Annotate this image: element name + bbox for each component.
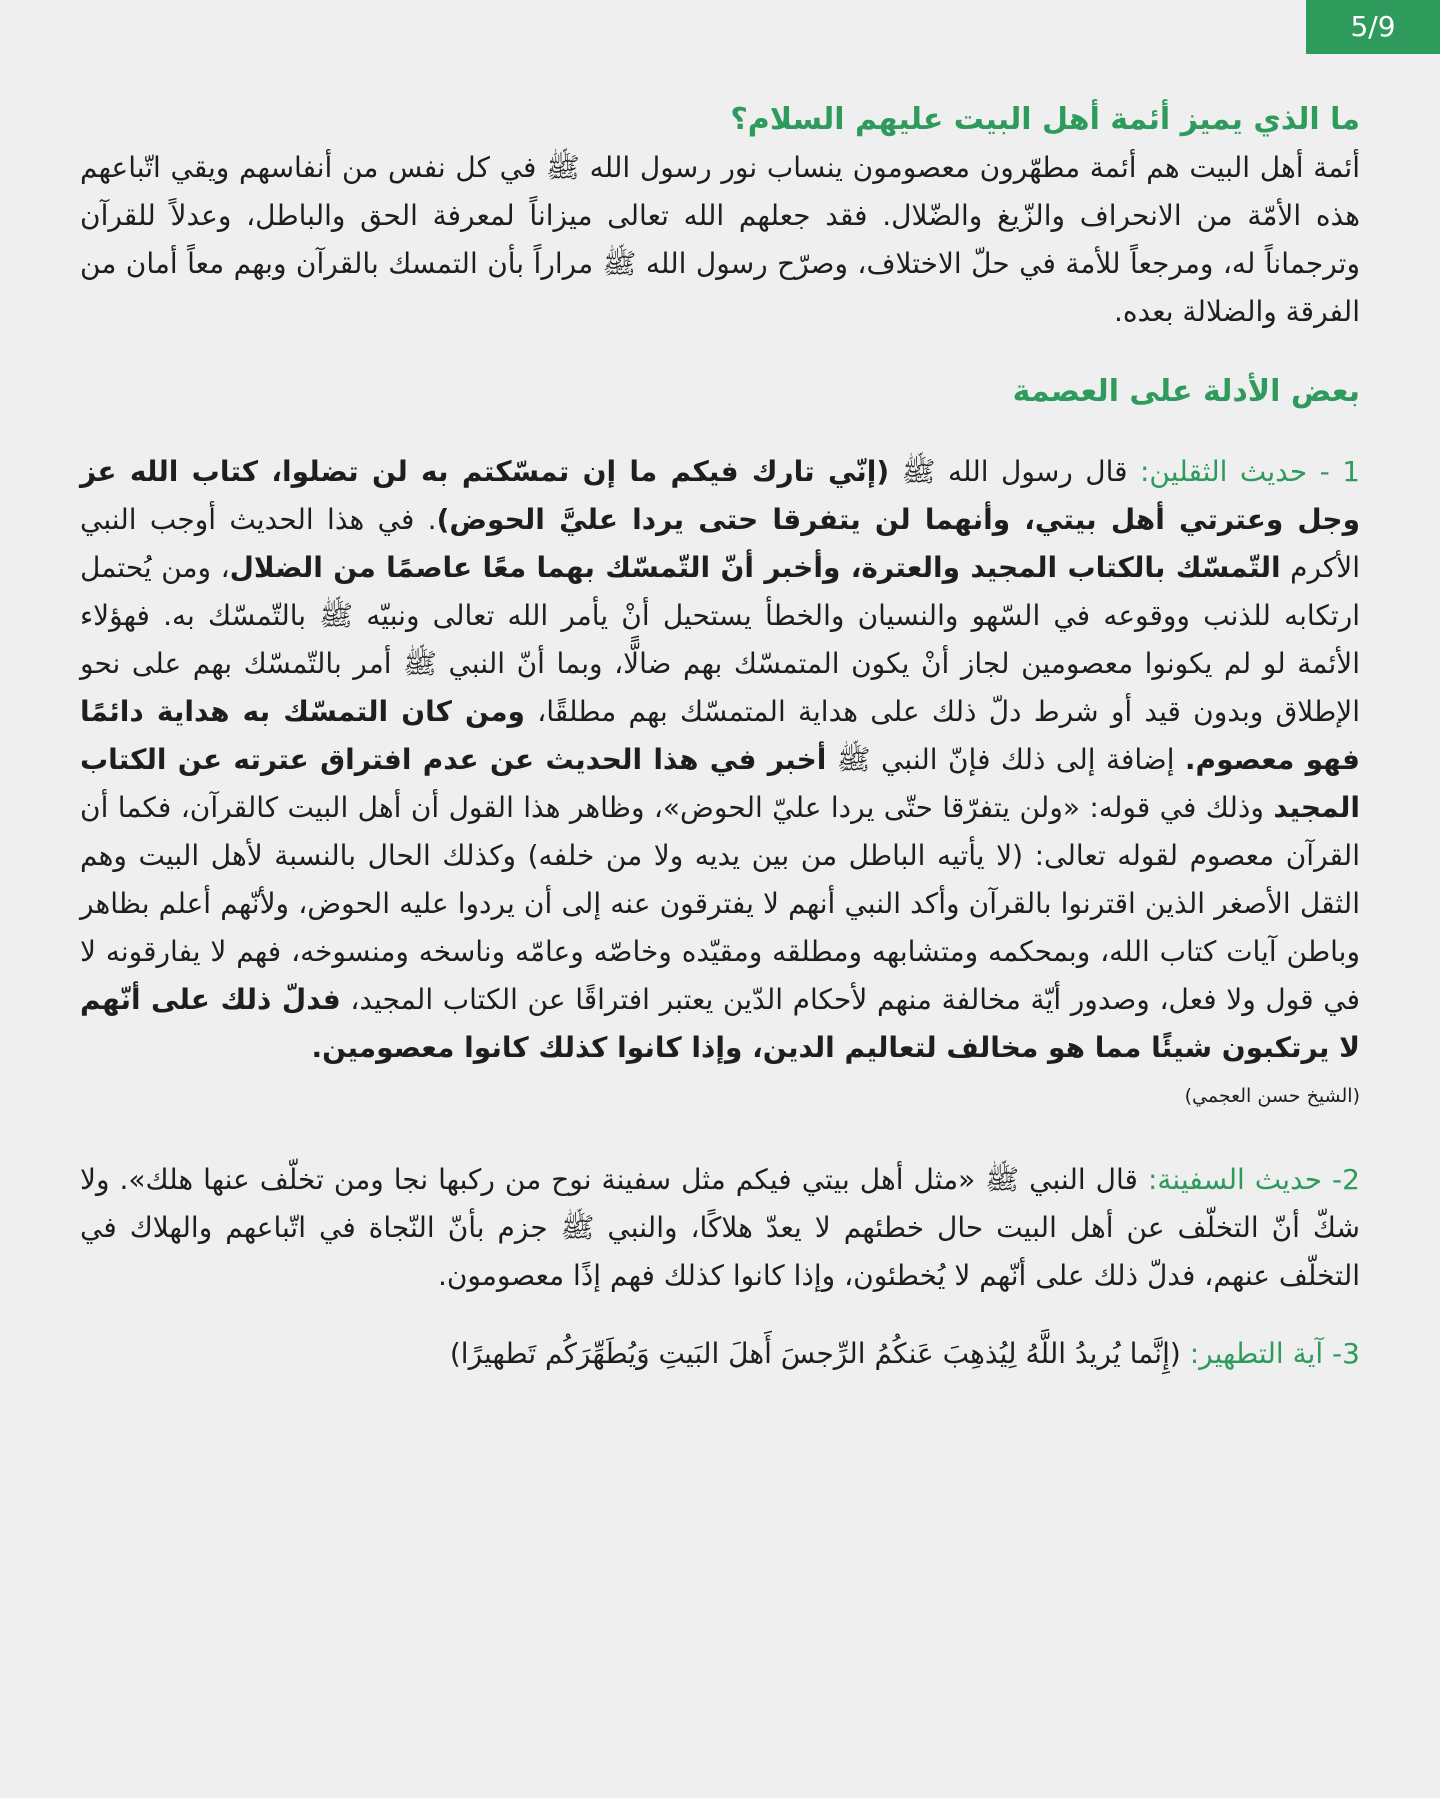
proof-thaqalayn-text-1: قال رسول الله ﷺ [889,455,1140,488]
proof-tathir-label: 3- آية التطهير: [1189,1337,1360,1370]
section-heading-evidence: بعض الأدلة على العصمة [1012,374,1360,409]
proof-safina [80,1156,1360,1300]
article [80,96,1360,1378]
proof-safina-text: قال النبي ﷺ «مثل أهل بيتي فيكم مثل سفينة نوح من ركبها نجا ومن تخلّف عنها هلك». ولا شكّ أنّ التخلّف عن أهل البيت حال خطئهم لا يعدّ هلاكًا، والنبي ﷺ جزم بأنّ النّجاة في اتّباعهم والهلاك في التخلّف عنهم، فدلّ ذلك على أنّهم لا يُخطئون، وإذا كانوا كذلك فهم إذًا معصومون. [80,1163,1360,1292]
proof-tathir-verse: (إِنَّما يُريدُ اللَّهُ لِيُذهِبَ عَنكُمُ الرِّجسَ أَهلَ البَيتِ وَيُطَهِّرَكُم تَطهيرًا) [449,1337,1190,1370]
proof-thaqalayn-bold-4: أخبر في هذا الحديث عن عدم افتراق عترته عن الكتاب المجيد [80,743,1360,824]
proof-thaqalayn-text-2: . في هذا الحديث أوجب النبي الأكرم [80,503,1361,584]
proof-thaqalayn [80,448,1360,1072]
proof-thaqalayn-text-4: إضافة إلى ذلك فإنّ النبي ﷺ [826,743,1185,776]
proof-thaqalayn-bold-2: التّمسّك بالكتاب المجيد والعترة، وأخبر أنّ التّمسّك بهما معًا عاصمًا من الضلال [229,551,1281,584]
proof-thaqalayn-bold-3: ومن كان التمسّك به هداية دائمًا فهو معصوم. [80,695,1360,776]
citation: (الشيخ حسن العجمي) [1184,1085,1360,1107]
proof-thaqalayn-label: 1 - حديث الثقلين: [1140,455,1361,488]
section-body-imams: أئمة أهل البيت هم أئمة مطهّرون معصومون ينساب نور رسول الله ﷺ في كل نفس من أنفاسهم ويقي اتّباعهم هذه الأمّة من الانحراف والزّيغ والضّلال. فقد جعلهم الله تعالى ميزاناً لمعرفة الحق والباطل، وعدلاً للقرآن وترجماناً له، ومرجعاً للأمة في حلّ الاختلاف، وصرّح رسول الله ﷺ مراراً بأن التمسك بالقرآن وبهم معاً أمان من الفرقة والضلالة بعده. [80,151,1360,328]
page-indicator: 5/9 [1306,0,1440,54]
proof-thaqalayn-hadith: (إنّي تارك فيكم ما إن تمسّكتم به لن تضلوا، كتاب الله عز وجل وعترتي أهل بيتي، وأنهما لن يتفرقا حتى يردا عليَّ الحوض) [80,455,1360,536]
proof-thaqalayn-text-5: وذلك في قوله: «ولن يتفرّقا حتّى يردا عليّ الحوض»، وظاهر هذا القول أن أهل البيت كالقرآن، فكما أن القرآن معصوم لقوله تعالى: (لا يأتيه الباطل من بين يديه ولا من خلفه) وكذلك الحال بالنسبة لأهل البيت وهم الثقل الأصغر الذين اقترنوا بالقرآن وأكد النبي أنهم لا يفترقون عنه إلى أن يردوا عليه الحوض، ولأنّهم أعلم بظاهر وباطن آيات كتاب الله، وبمحكمه ومتشابهه ومطلقه ومقيّده وخاصّه وعامّه وناسخه ومنسوخه، فهم لا يفارقونه لا في قول ولا فعل، وصدور أيّة مخالفة منهم لأحكام الدّين يعتبر افتراقًا عن الكتاب المجيد، [80,791,1360,1016]
section-heading-imams: ما الذي يميز أئمة أهل البيت عليهم السلام؟ [730,102,1360,137]
proof-thaqalayn-text-3: ، ومن يُحتمل ارتكابه للذنب ووقوعه في السّهو والنسيان والخطأ يستحيل أنْ يأمر الله تعالى ونبيّه ﷺ بالتّمسّك به. فهؤلاء الأئمة لو لم يكونوا معصومين لجاز أنْ يكون المتمسّك بهم ضالًّا، وبما أنّ النبي ﷺ أمر بالتّمسّك بهم على نحو الإطلاق وبدون قيد أو شرط دلّ ذلك على هداية المتمسّك بهم مطلقًا، [80,551,1360,728]
proof-thaqalayn-bold-5: فدلّ ذلك على أنّهم لا يرتكبون شيئًا مما هو مخالف لتعاليم الدين، وإذا كانوا كذلك كانوا معصومين. [80,983,1360,1064]
proof-safina-label: 2- حديث السفينة: [1147,1163,1360,1196]
proof-tathir [80,1330,1360,1378]
